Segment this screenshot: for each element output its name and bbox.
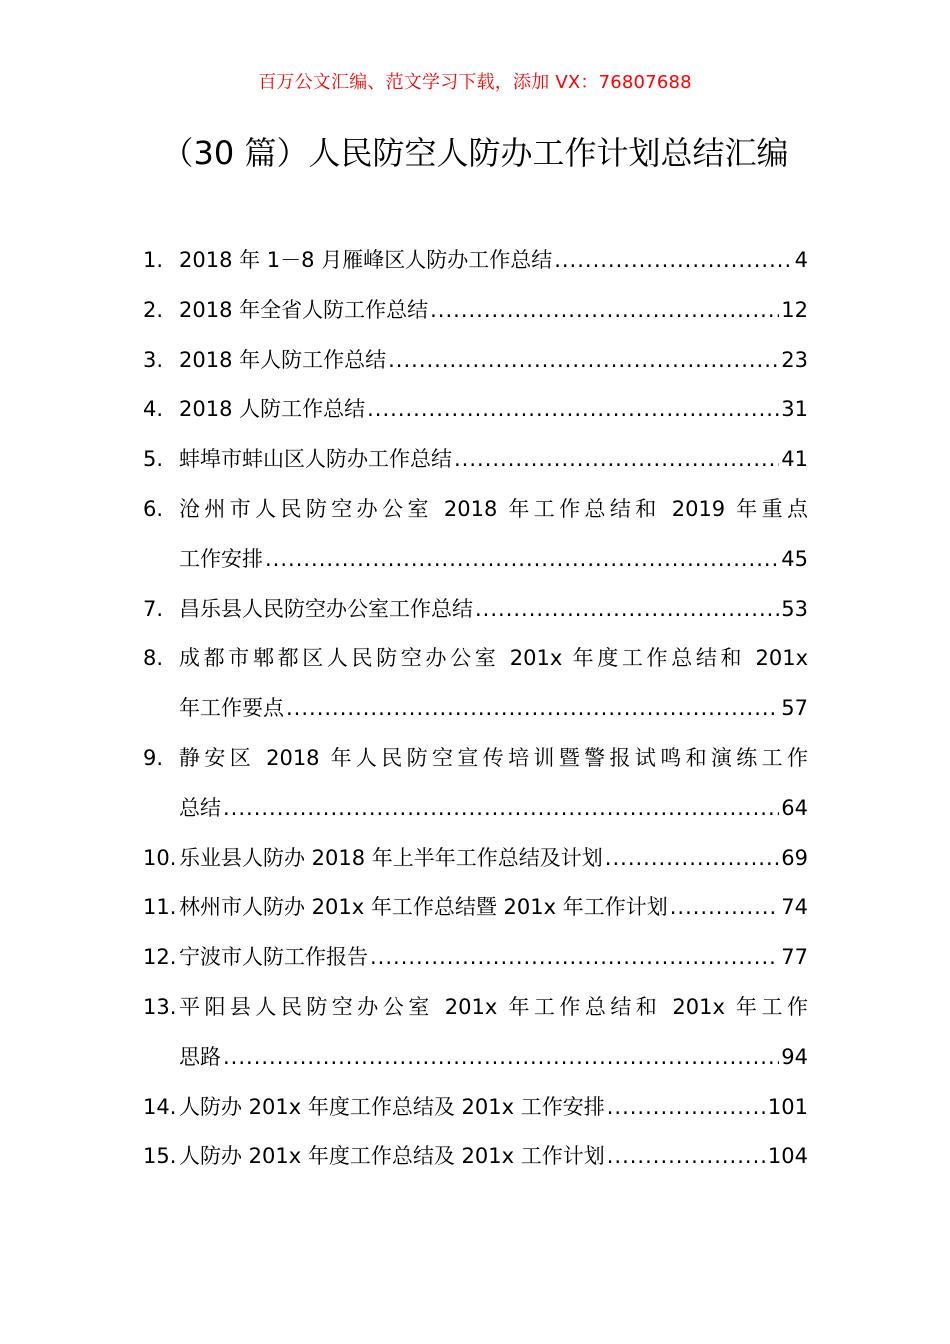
toc-leader-dots <box>430 286 779 336</box>
toc-entry[interactable] <box>143 485 808 585</box>
toc-entry-title: 年工作要点 <box>179 696 284 721</box>
toc-entry-page-number: 77 <box>781 945 808 970</box>
toc-leader-dots <box>454 435 779 485</box>
toc-entry-title: 2018 年人防工作总结 <box>179 347 387 372</box>
toc-entry-page-number: 53 <box>781 596 808 621</box>
toc-entry-page-number: 74 <box>781 895 808 920</box>
toc-entry-number: 8. <box>143 646 164 671</box>
header-note: 百万公文汇编、范文学习下载，添加 VX：76807688 <box>258 72 692 93</box>
toc-leader-dots <box>223 784 779 834</box>
toc-leader-dots <box>367 385 779 435</box>
toc-entry-number: 11. <box>143 895 177 920</box>
toc-entry-page-number: 69 <box>781 845 808 870</box>
toc-entry[interactable] <box>143 883 808 933</box>
toc-entry-title: 思路 <box>179 1044 221 1069</box>
toc-leader-dots <box>607 1083 766 1133</box>
toc-entry-page-number: 23 <box>781 347 808 372</box>
toc-entry-number: 13. <box>143 994 177 1019</box>
toc-entry-title: 沧州市人民防空办公室 2018 年工作总结和 2019 年重点 <box>179 496 808 521</box>
toc-leader-dots <box>605 834 779 884</box>
toc-entry-number: 10. <box>143 845 177 870</box>
toc-entry-title: 2018 年全省人防工作总结 <box>179 297 429 322</box>
toc-leader-dots <box>475 585 779 635</box>
toc-entry-page-number: 101 <box>767 1094 808 1119</box>
toc-entry-title: 蚌埠市蚌山区人防办工作总结 <box>179 447 452 472</box>
toc-entry[interactable] <box>143 933 808 983</box>
toc-entry-title: 人防办 201x 年度工作总结及 201x 工作计划 <box>179 1144 605 1169</box>
toc-entry-title: 静安区 2018 年人民防空宣传培训暨警报试鸣和演练工作 <box>179 745 808 770</box>
toc-entry-number: 14. <box>143 1094 177 1119</box>
toc-entry-number: 7. <box>143 596 164 621</box>
document-title: （30 篇）人民防空人防办工作计划总结汇编 <box>161 134 789 172</box>
toc-entry[interactable] <box>143 585 808 635</box>
toc-entry[interactable] <box>143 834 808 884</box>
toc-entry[interactable] <box>143 1132 808 1182</box>
toc-entry[interactable] <box>143 734 808 834</box>
toc-entry-number: 15. <box>143 1144 177 1169</box>
toc-entry-number: 5. <box>143 447 164 472</box>
toc-leader-dots <box>554 236 792 286</box>
toc-entry[interactable] <box>143 336 808 386</box>
toc-entry-page-number: 104 <box>767 1144 808 1169</box>
toc-entry-title: 工作安排 <box>179 546 263 571</box>
toc-entry-title: 林州市人防办 201x 年工作总结暨 201x 年工作计划 <box>179 895 668 920</box>
toc-entry-title: 2018 人防工作总结 <box>179 397 366 422</box>
toc-entry[interactable] <box>143 1083 808 1133</box>
toc-entry-page-number: 31 <box>781 397 808 422</box>
toc-entry-page-number: 4 <box>794 248 808 272</box>
toc-entry[interactable] <box>143 634 808 734</box>
toc-entry[interactable] <box>143 983 808 1083</box>
toc-entry[interactable] <box>143 286 808 336</box>
toc-leader-dots <box>223 1033 779 1083</box>
toc-entry[interactable] <box>143 385 808 435</box>
toc-entry-title: 人防办 201x 年度工作总结及 201x 工作安排 <box>179 1094 605 1119</box>
table-of-contents <box>143 236 808 1182</box>
toc-entry-page-number: 12 <box>781 297 808 322</box>
toc-entry-title: 宁波市人防工作报告 <box>179 945 368 970</box>
toc-entry-number: 4. <box>143 397 164 422</box>
toc-leader-dots <box>388 336 779 386</box>
toc-entry-title: 2018 年 1－8 月雁峰区人防办工作总结 <box>179 248 553 272</box>
toc-entry-page-number: 41 <box>781 447 808 472</box>
toc-entry-title: 成都市郫都区人民防空办公室 201x 年度工作总结和 201x <box>179 646 808 671</box>
toc-entry-title: 平阳县人民防空办公室 201x 年工作总结和 201x 年工作 <box>179 994 808 1019</box>
toc-entry-number: 12. <box>143 945 177 970</box>
toc-entry-title: 乐业县人防办 2018 年上半年工作总结及计划 <box>179 845 603 870</box>
toc-entry-number: 6. <box>143 496 164 521</box>
toc-entry-title: 昌乐县人民防空办公室工作总结 <box>179 596 473 621</box>
toc-entry-number: 9. <box>143 745 164 770</box>
toc-leader-dots <box>607 1132 766 1182</box>
toc-entry-number: 3. <box>143 347 164 372</box>
toc-entry[interactable] <box>143 236 808 286</box>
toc-entry-page-number: 64 <box>781 795 808 820</box>
toc-leader-dots <box>370 933 779 983</box>
toc-leader-dots <box>265 535 779 585</box>
toc-entry-title: 总结 <box>179 795 221 820</box>
toc-entry-page-number: 57 <box>781 696 808 721</box>
toc-entry[interactable] <box>143 435 808 485</box>
toc-entry-number: 2. <box>143 297 164 322</box>
toc-entry-number: 1. <box>143 248 164 272</box>
toc-entry-page-number: 45 <box>781 546 808 571</box>
toc-entry-page-number: 94 <box>781 1044 808 1069</box>
toc-leader-dots <box>286 684 779 734</box>
toc-leader-dots <box>670 883 780 933</box>
